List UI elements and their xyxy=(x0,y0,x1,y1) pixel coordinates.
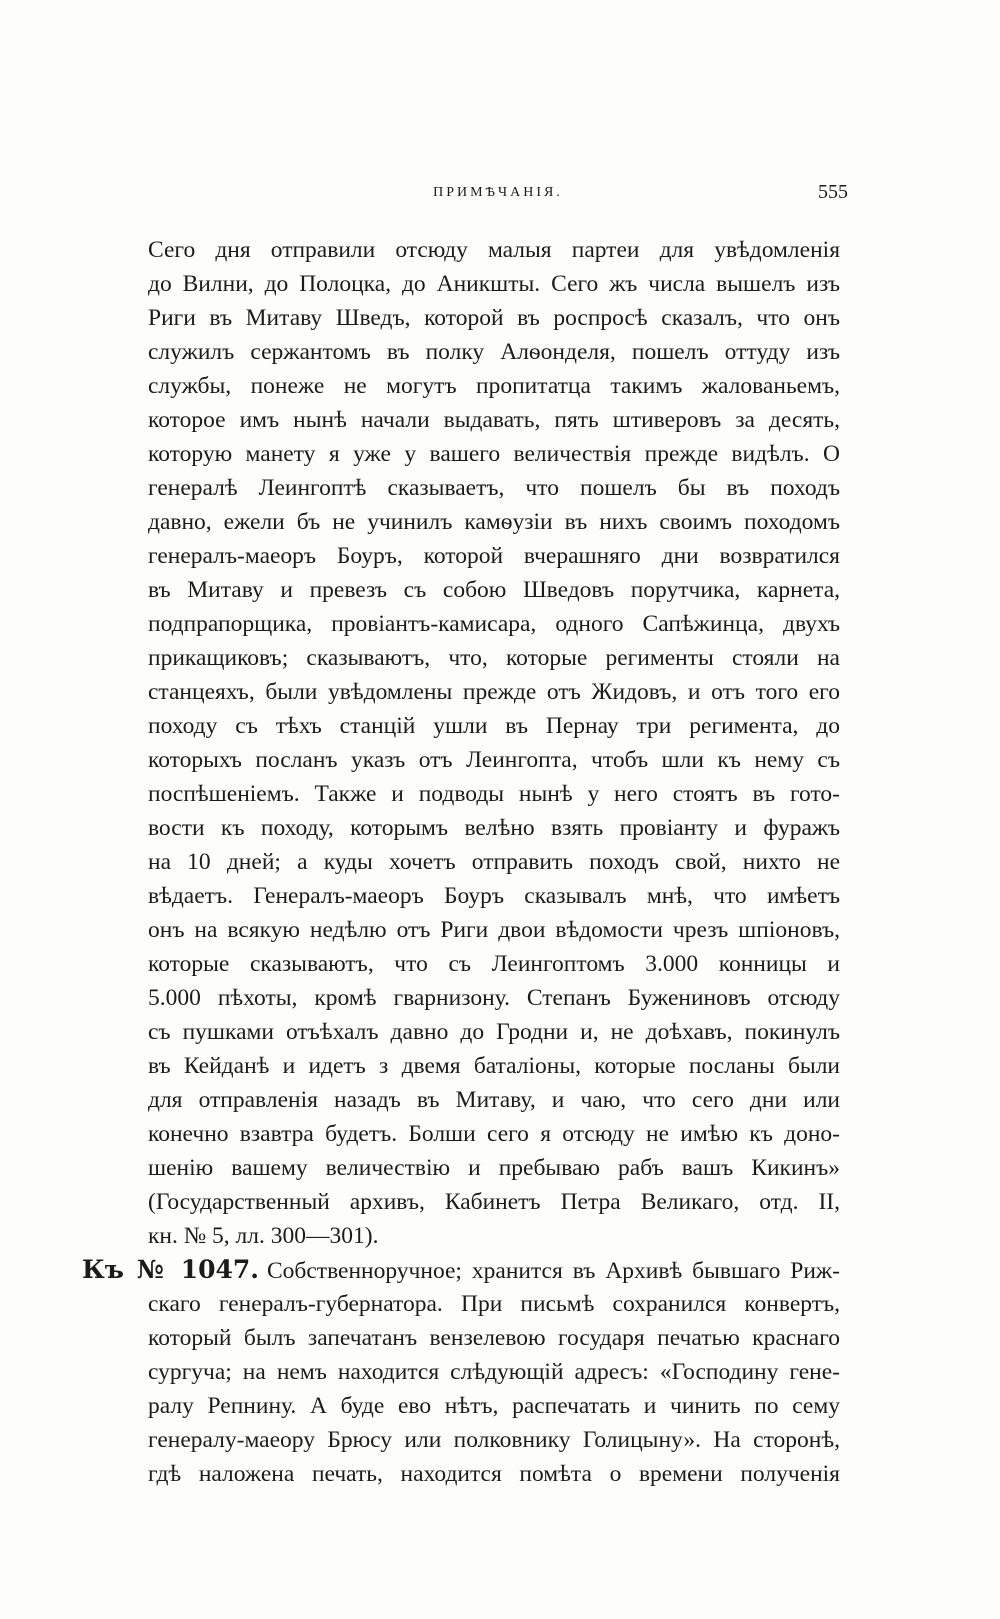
note-reference-label: Къ № 1047. xyxy=(82,1255,259,1284)
text-line: поспѣшеніемъ. Также и подводы нынѣ у него стоятъ въ гото- xyxy=(148,781,840,807)
text-line: на 10 дней; а куды хочетъ отправить походъ свой, нихто не xyxy=(148,849,840,875)
text-line: до Вилни, до Полоцка, до Аникшты. Сего жъ числа вышелъ изъ xyxy=(148,271,840,297)
text-line: службы, понеже не могутъ пропитатца такимъ жалованьемъ, xyxy=(148,373,840,399)
text-line: генералъ-маеоръ Боуръ, которой вчерашняго дни возвратился xyxy=(148,543,840,569)
running-head xyxy=(148,181,848,205)
text-line: ралу Репнину. А буде ево нѣтъ, распечатать и чинить по сему xyxy=(148,1393,840,1419)
page-number: 555 xyxy=(818,181,848,203)
text-line: которые сказываютъ, что съ Леингоптомъ 3.000 конницы и xyxy=(148,951,840,977)
text-line: съ пушками отъѣхалъ давно до Гродни и, не доѣхавъ, покинулъ xyxy=(148,1019,840,1045)
text-line: сургуча; на немъ находится слѣдующій адресъ: «Господину гене- xyxy=(148,1359,840,1385)
text-line: давно, ежели бъ не учинилъ камѳузіи въ нихъ своимъ походомъ xyxy=(148,509,840,535)
text-line: прикащиковъ; сказываютъ, что, которые регименты стояли на xyxy=(148,645,840,671)
text-line: генералу-маеору Брюсу или полковнику Голицыну». На сторонѣ, xyxy=(148,1427,840,1453)
text-line: въ Митаву и превезъ съ собою Шведовъ порутчика, карнета, xyxy=(148,577,840,603)
paragraph-letter-continuation xyxy=(148,233,840,1253)
text-line: которую манету я уже у вашего величествія прежде видѣлъ. О xyxy=(148,441,840,467)
paragraph-note-1047 xyxy=(82,1253,840,1491)
text-line: вѣдаетъ. Генералъ-маеоръ Боуръ сказывалъ мнѣ, что имѣетъ xyxy=(148,883,840,909)
running-title: ПРИМѢЧАНІЯ. xyxy=(433,185,563,200)
text-line: станцеяхъ, были увѣдомлены прежде отъ Жидовъ, и отъ того его xyxy=(148,679,840,705)
text-line: походу съ тѣхъ станцій ушли въ Пернау три регимента, до xyxy=(148,713,840,739)
text-line xyxy=(82,1253,840,1287)
text-line: подпрапорщика, провіантъ-камисара, одного Сапѣжинца, двухъ xyxy=(148,611,840,637)
text-line: для отправленія назадъ въ Митаву, и чаю, что сего дни или xyxy=(148,1087,840,1113)
text-line: которыхъ посланъ указъ отъ Леингопта, чтобъ шли къ нему съ xyxy=(148,747,840,773)
text-line: гдѣ наложена печать, находится помѣта о времени полученія xyxy=(148,1461,840,1487)
text-line: служилъ сержантомъ въ полку Алѳонделя, пошелъ оттуду изъ xyxy=(148,339,840,365)
text-line: шенію вашему величествію и пребываю рабъ вашъ Кикинъ» xyxy=(148,1155,840,1181)
text-line: вости къ походу, которымъ велѣно взять провіанту и фуражъ xyxy=(148,815,840,841)
text-line: который былъ запечатанъ вензелевою государя печатью краснаго xyxy=(148,1325,840,1351)
text-line: конечно взавтра будетъ. Болши сего я отсюду не имѣю къ доно- xyxy=(148,1121,840,1147)
text-line: въ Кейданѣ и идетъ з двемя баталіоны, которые посланы были xyxy=(148,1053,840,1079)
text-line: которое имъ нынѣ начали выдавать, пять штиверовъ за десять, xyxy=(148,407,840,433)
text-line: 5.000 пѣхоты, кромѣ гварнизону. Степанъ Бужениновъ отсюду xyxy=(148,985,840,1011)
text-line-content: Собственноручное; хранится въ Архивѣ бывшаго Риж- xyxy=(267,1258,840,1284)
text-line: генералѣ Леингоптѣ сказываетъ, что пошелъ бы въ походъ xyxy=(148,475,840,501)
text-line: Риги въ Митаву Шведъ, которой въ роспросѣ сказалъ, что онъ xyxy=(148,305,840,331)
text-line: скаго генералъ-губернатора. При письмѣ сохранился конвертъ, xyxy=(148,1291,840,1317)
text-line: Сего дня отправили отсюду малыя партеи для увѣдомленія xyxy=(148,237,840,263)
text-line: онъ на всякую недѣлю отъ Риги двои вѣдомости чрезъ шпіоновъ, xyxy=(148,917,840,943)
text-line: кн. № 5, лл. 300—301). xyxy=(148,1223,379,1249)
body-text xyxy=(82,233,840,1491)
text-line: (Государственный архивъ, Кабинетъ Петра Великаго, отд. II, xyxy=(148,1189,840,1215)
